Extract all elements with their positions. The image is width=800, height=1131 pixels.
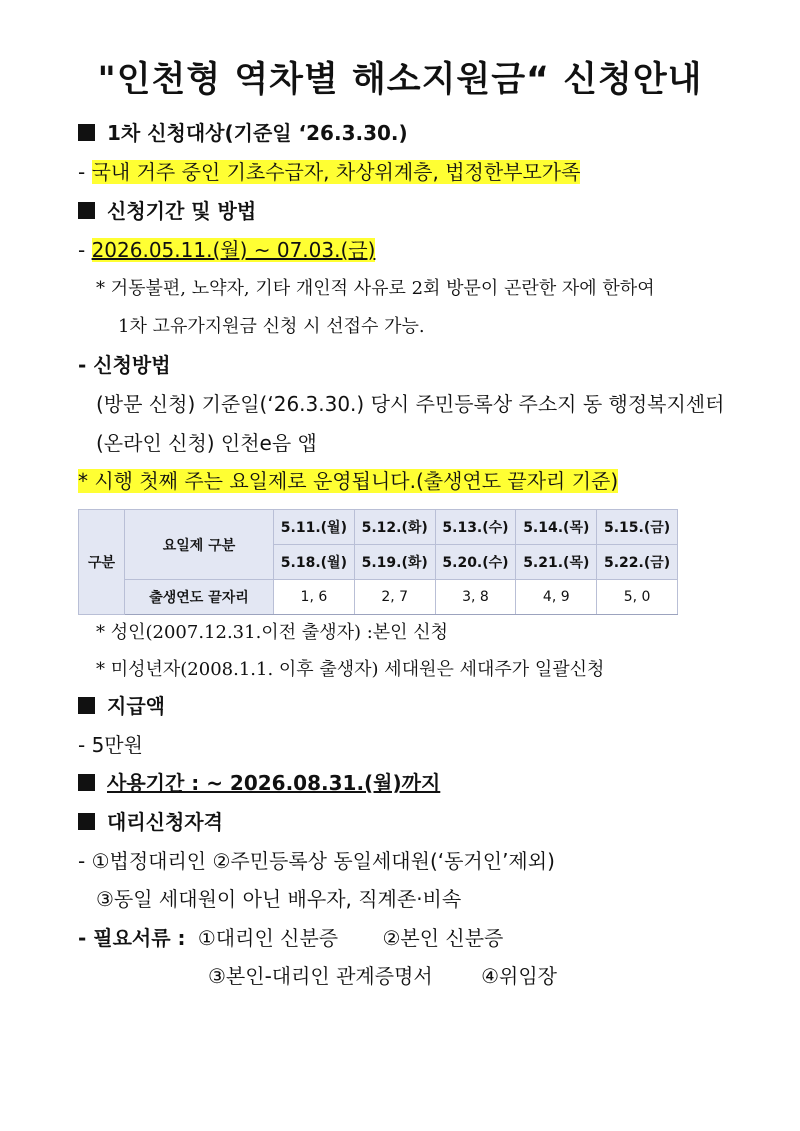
section-period-heading: 신청기간 및 방법	[78, 197, 256, 225]
proxy-line-2: ③동일 세대원이 아닌 배우자, 직계존·비속	[96, 887, 462, 911]
note-line-1: * 거동불편, 노약자, 기타 개인적 사유로 2회 방문이 곤란한 자에 한하여	[96, 278, 655, 299]
square-bullet-icon	[78, 774, 95, 791]
week1-cell: 5.15.(금)	[597, 510, 678, 545]
required-docs-label: - 필요서류 :	[78, 926, 186, 950]
minor-note: * 미성년자(2008.1.1. 이후 출생자) 세대원은 세대주가 일괄신청	[96, 659, 605, 680]
doc-item: ②본인 신분증	[382, 926, 504, 950]
row-header-cell: 구분	[79, 510, 125, 615]
week2-cell: 5.21.(목)	[516, 545, 597, 580]
square-bullet-icon	[78, 813, 95, 830]
proxy-line-1: - ①법정대리인 ②주민등록상 동일세대원(‘동거인’제외)	[78, 849, 555, 873]
week2-cell: 5.20.(수)	[435, 545, 516, 580]
week1-cell: 5.12.(화)	[354, 510, 435, 545]
page-title: "인천형 역차별 해소지원금“ 신청안내	[97, 60, 703, 100]
section-usage-heading: 사용기간 : ~ 2026.08.31.(월)까지	[78, 769, 440, 797]
square-bullet-icon	[78, 124, 95, 141]
week1-cell: 5.13.(수)	[435, 510, 516, 545]
visit-application: (방문 신청) 기준일(‘26.3.30.) 당시 주민등록상 주소지 동 행정복지센터	[96, 392, 725, 416]
required-docs-line-2	[208, 962, 557, 990]
section-target-heading: 1차 신청대상(기준일 ‘26.3.30.)	[78, 119, 408, 147]
amount-line: - 5만원	[78, 733, 143, 757]
digits-cell: 4, 9	[516, 580, 597, 615]
period-line: - 2026.05.11.(월) ~ 07.03.(금)	[78, 238, 376, 262]
note-line-2: 1차 고유가지원금 신청 시 선접수 가능.	[118, 316, 425, 337]
day-header-cell: 요일제 구분	[125, 510, 274, 580]
section-proxy-heading: 대리신청자격	[78, 808, 223, 836]
week1-cell: 5.11.(월)	[274, 510, 355, 545]
table-row	[79, 580, 678, 615]
rotation-note: * 시행 첫째 주는 요일제로 운영됩니다.(출생연도 끝자리 기준)	[78, 469, 619, 493]
digits-header-cell: 출생연도 끝자리	[125, 580, 274, 615]
schedule-table	[78, 509, 678, 615]
online-application: (온라인 신청) 인천e음 앱	[96, 431, 317, 455]
square-bullet-icon	[78, 697, 95, 714]
period-text: 2026.05.11.(월) ~ 07.03.(금)	[91, 238, 376, 262]
doc-item: ③본인-대리인 관계증명서	[208, 964, 433, 988]
week2-cell: 5.19.(화)	[354, 545, 435, 580]
square-bullet-icon	[78, 202, 95, 219]
doc-item: ④위임장	[481, 964, 557, 988]
digits-cell: 1, 6	[274, 580, 355, 615]
table-row	[79, 510, 678, 545]
rotation-note-line	[78, 467, 618, 495]
digits-cell: 3, 8	[435, 580, 516, 615]
digits-cell: 5, 0	[597, 580, 678, 615]
target-text: 국내 거주 중인 기초수급자, 차상위계층, 법정한부모가족	[91, 160, 581, 184]
week2-cell: 5.18.(월)	[274, 545, 355, 580]
adult-note: * 성인(2007.12.31.이전 출생자) :본인 신청	[96, 622, 449, 643]
week2-cell: 5.22.(금)	[597, 545, 678, 580]
digits-cell: 2, 7	[354, 580, 435, 615]
target-line: - 국내 거주 중인 기초수급자, 차상위계층, 법정한부모가족	[78, 160, 581, 184]
required-docs-line	[78, 924, 503, 952]
doc-item: ①대리인 신분증	[197, 926, 339, 950]
method-heading: - 신청방법	[78, 353, 171, 377]
week1-cell: 5.14.(목)	[516, 510, 597, 545]
section-amount-heading: 지급액	[78, 692, 165, 720]
